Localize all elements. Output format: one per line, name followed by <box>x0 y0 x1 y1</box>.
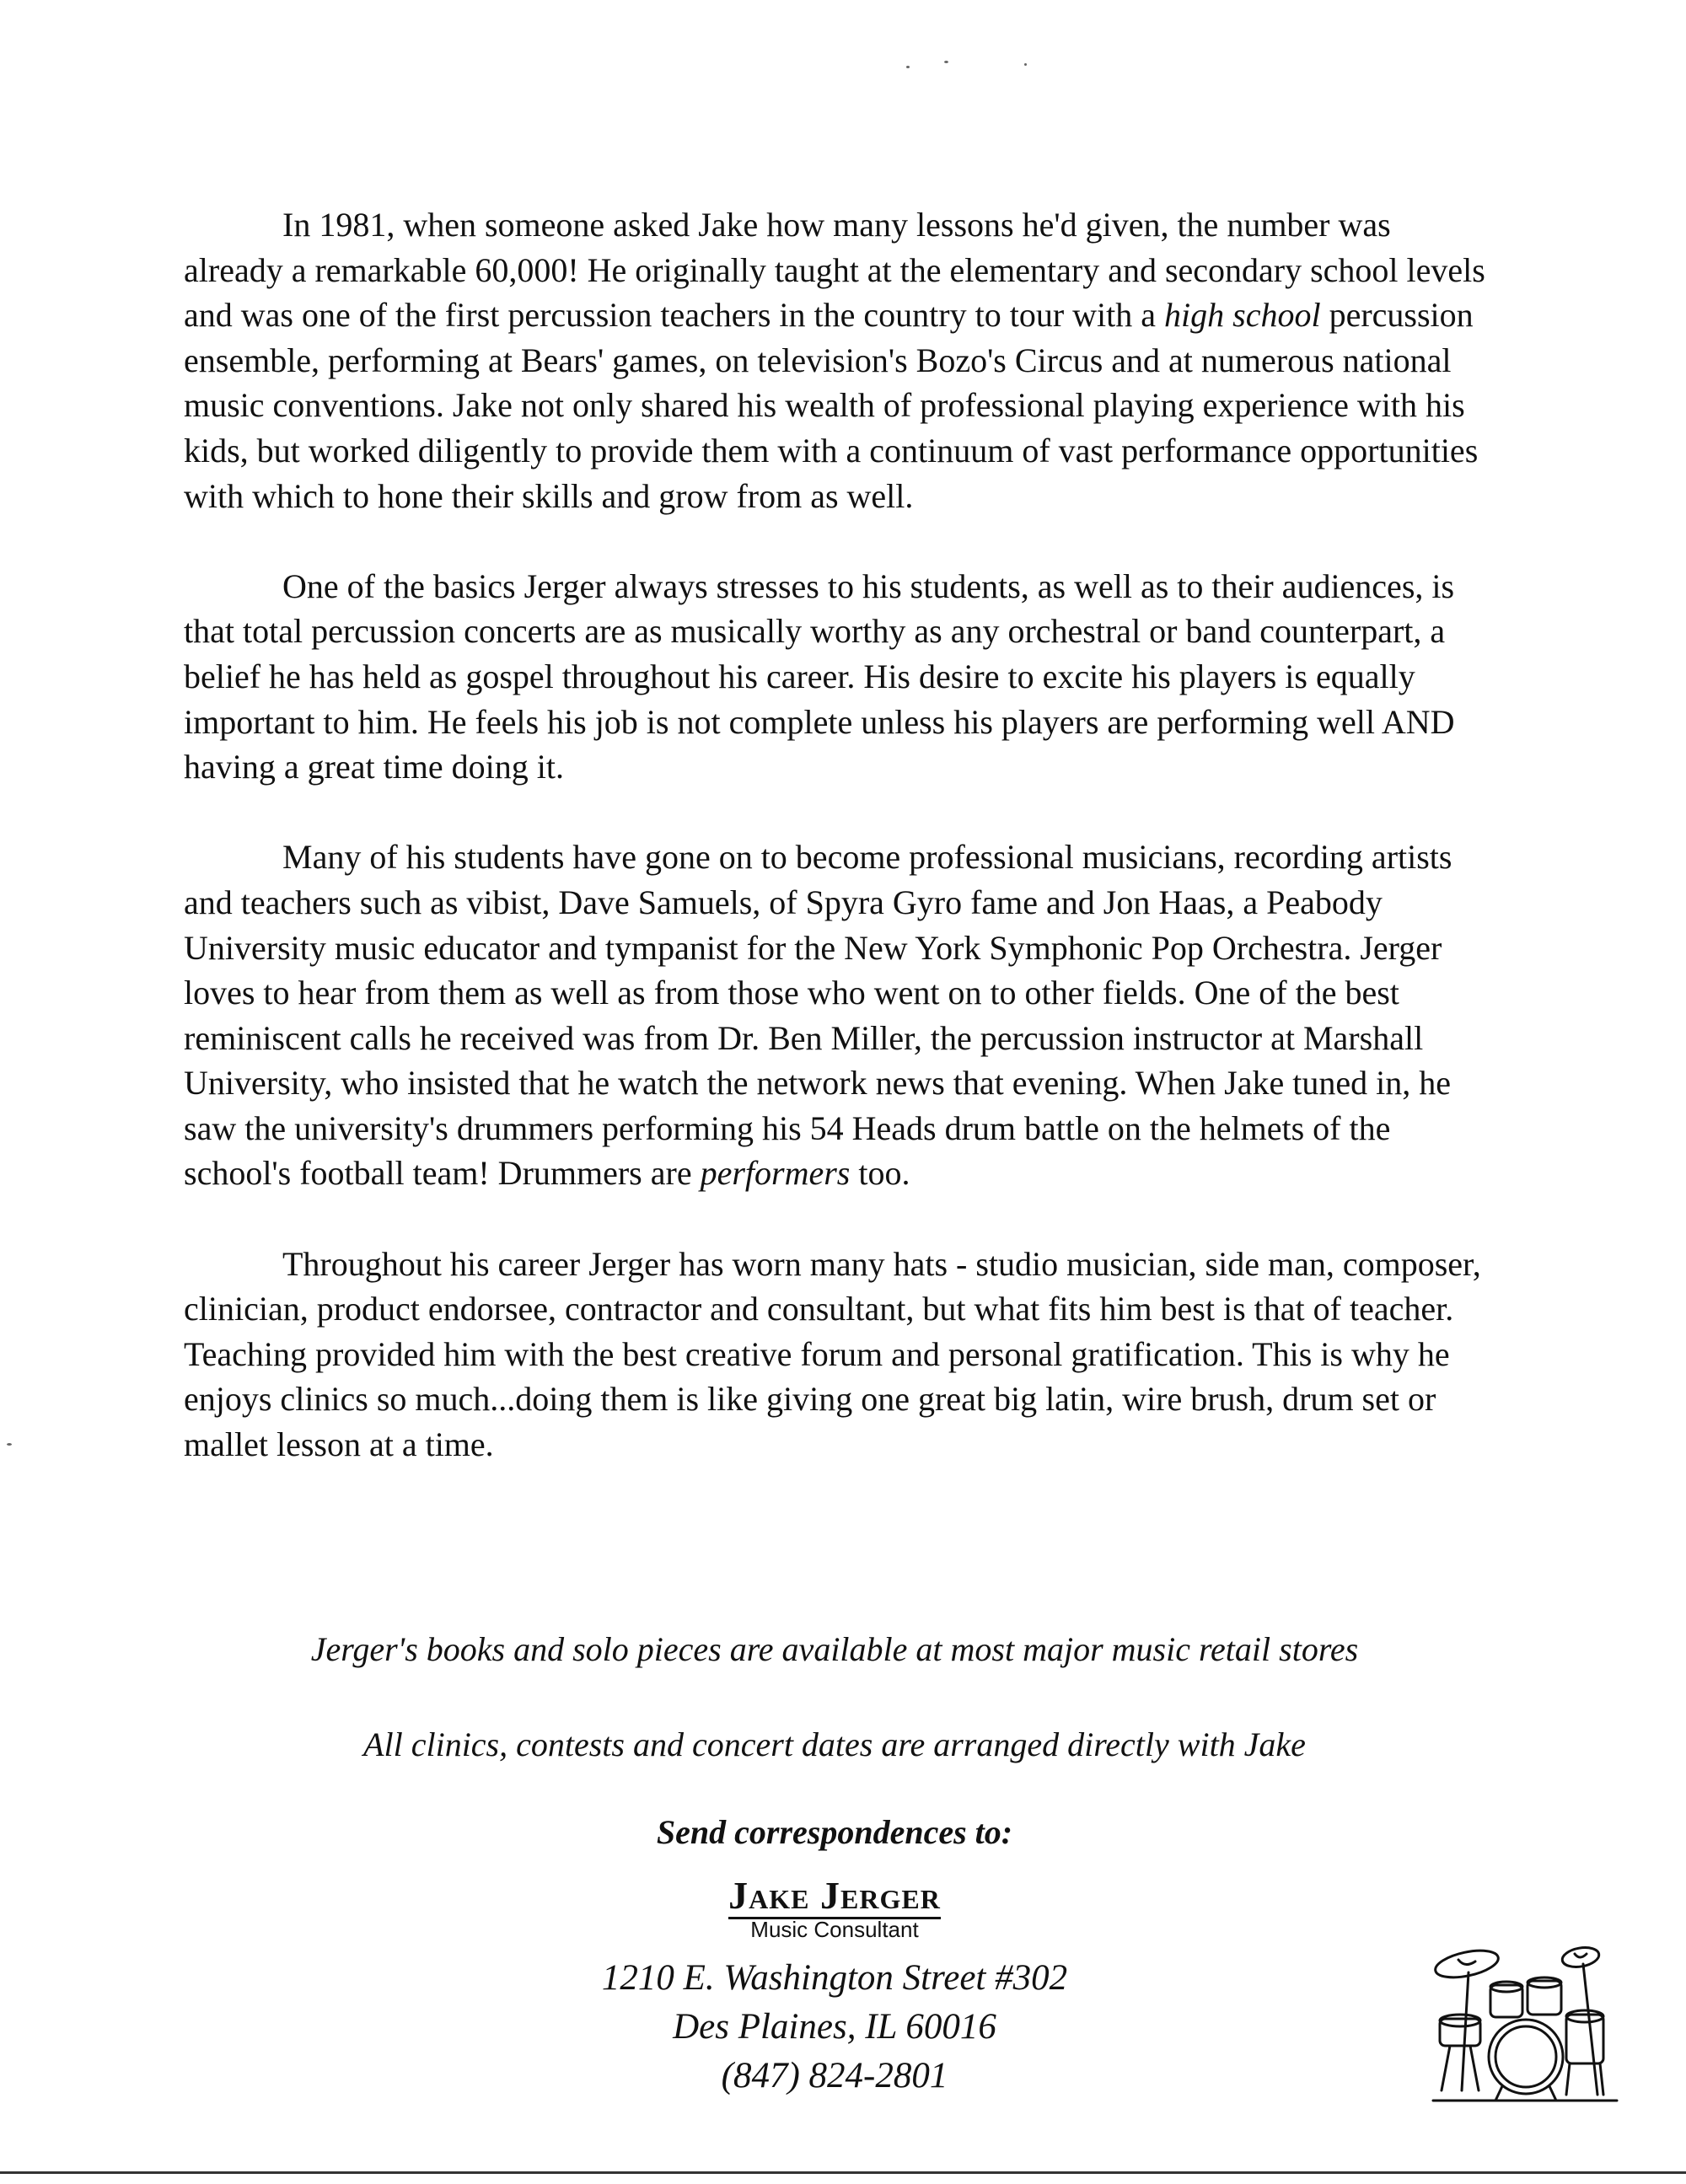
scan-speck <box>944 61 948 63</box>
bottom-divider <box>0 2171 1686 2174</box>
address-street: 1210 E. Washington Street #302 <box>601 1958 1068 1998</box>
contact-phone: (847) 824-2801 <box>721 2056 948 2095</box>
paragraph-text: too. <box>850 1154 910 1193</box>
contact-name <box>0 1873 1678 1918</box>
contact-name-text: Jake Jerger <box>728 1874 941 1919</box>
emphasis-text: performers <box>700 1154 851 1193</box>
paragraph-text: In 1981, when someone asked Jake how many lessons he'd given, the number was already a remarkable 60,000! He originally taught at the elementary and secondary school levels and was one of the first percussion teachers in the country to tour with a <box>184 206 1485 335</box>
paragraph-text: One of the basics Jerger always stresses to his students, as well as to their audiences, is that total percussion concerts are as musically worthy as any orchestral or band counterpart, a belief he has held as gospel throughout his career. His desire to excite his players is equally important to him. He feels his job is not complete unless his players are performing well AND having a great time doing it. <box>184 566 1455 786</box>
contact-title: Music Consultant <box>750 1917 919 1942</box>
correspondence-heading: Send correspondences to: <box>656 1813 1013 1851</box>
clinics-notice: All clinics, contests and concert dates are arranged directly with Jake <box>363 1725 1306 1763</box>
paragraph-text: Many of his students have gone on to become professional musicians, recording artists and teachers such as vibist, Dave Samuels, of Spyra Gyro fame and Jon Haas, a Peabody University music educator and tympanist for the New York Symphonic Pop Orchestra. Jerger loves to hear from them as well as from those who went on to other fields. One of the best reminiscent calls he received was from Dr. Ben Miller, the percussion instructor at Marshall University, who insisted that he watch the network news that evening. When Jake tuned in, he saw the university's drummers performing his 54 Heads drum battle on the helmets of the school's football team! Drummers are <box>184 838 1452 1193</box>
paragraph-students <box>184 834 1486 1196</box>
scan-speck <box>1024 63 1027 66</box>
books-notice: Jerger's books and solo pieces are available at most major music retail stores <box>310 1630 1359 1668</box>
scan-speck <box>906 66 910 68</box>
paragraph-text: percussion ensemble, performing at Bears' games, on television's Bozo's Circus and at numerous national music conventions. Jake not only shared his wealth of professional playing experience with his kids, but worked diligently to provide them with a continuum of vast performance opportunities with which to hone their skills and grow from as well. <box>184 296 1479 515</box>
biography-text <box>184 202 1486 1512</box>
address-city: Des Plaines, IL 60016 <box>673 2007 996 2047</box>
drum-set-icon <box>1425 1939 1627 2107</box>
paragraph-career <box>184 1242 1486 1468</box>
paragraph-lessons <box>184 202 1486 518</box>
paragraph-basics <box>184 564 1486 790</box>
emphasis-text: high school <box>1164 296 1321 335</box>
scan-speck <box>7 1443 12 1446</box>
paragraph-text: Throughout his career Jerger has worn many hats - studio musician, side man, composer, clinician, product endorsee, contractor and consultant, but what fits him best is that of teacher. Teaching provided him with the best creative forum and personal gratification. This is why he enjoys clinics so much...doing them is like giving one great big latin, wire brush, drum set or mallet lesson at a time. <box>184 1244 1481 1464</box>
